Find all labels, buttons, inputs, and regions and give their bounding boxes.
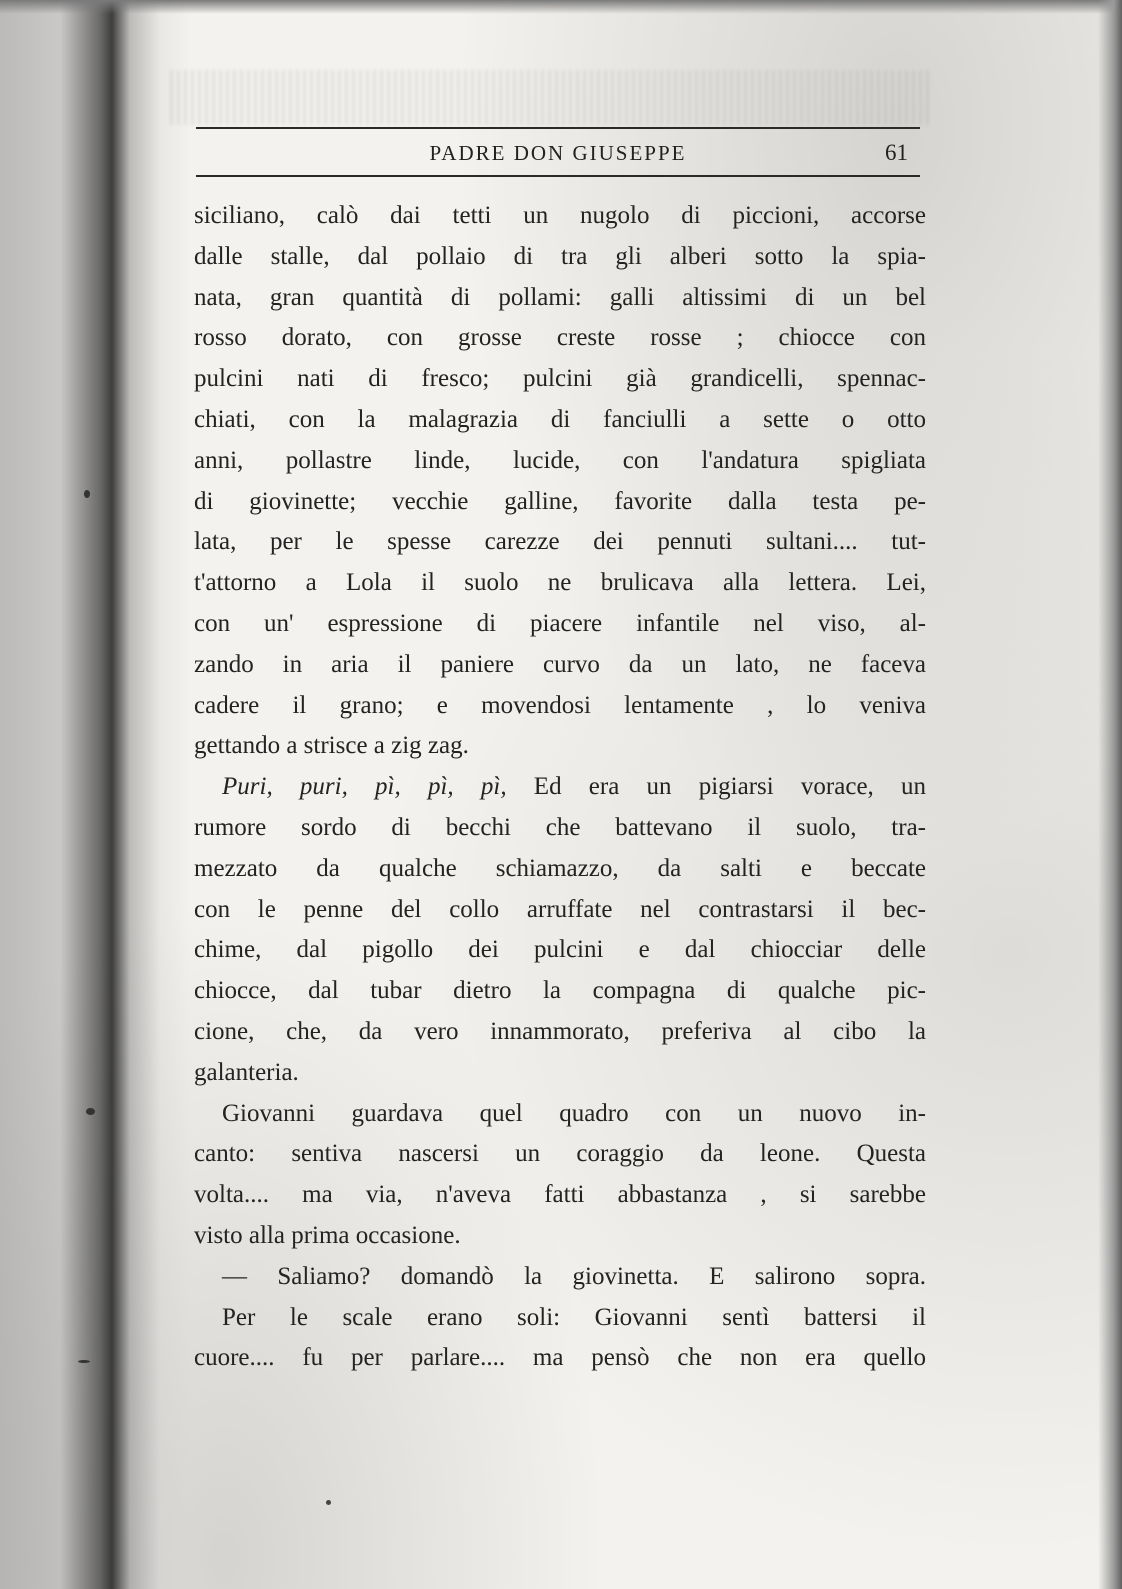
scan-speck: [84, 490, 90, 498]
body-text: [194, 196, 926, 1379]
text-line: canto: sentiva nascersi un coraggio da leone. Questa: [194, 1140, 926, 1168]
page-top-edge: [0, 0, 1122, 14]
page-right-edge: [1098, 0, 1122, 1589]
text-line: cadere il grano; e movendosi lentamente , lo veniva: [194, 691, 926, 719]
text-line: nata, gran quantità di pollami: galli altissimi di un bel: [194, 283, 926, 311]
text-line: — Saliamo? domandò la giovinetta. E salirono sopra.: [222, 1262, 926, 1290]
show-through-smudge: [170, 70, 930, 125]
text-line: t'attorno a Lola il suolo ne brulicava alla lettera. Lei,: [194, 569, 926, 597]
text-line: pulcini nati di fresco; pulcini già grandicelli, spennac-: [194, 365, 926, 393]
book-binding-shadow: [0, 0, 190, 1589]
scan-speck: [326, 1500, 331, 1505]
line-rest: Ed era un pigiarsi vorace, un: [506, 773, 927, 801]
text-line: siciliano, calò dai tetti un nugolo di piccioni, accorse: [194, 202, 926, 229]
text-line: volta.... ma via, n'aveva fatti abbastanza , si sarebbe: [194, 1181, 926, 1209]
running-title: PADRE DON GIUSEPPE: [429, 141, 687, 165]
text-line: galanteria.: [194, 1058, 299, 1086]
header-rule-top: [196, 127, 920, 129]
text-line: di giovinette; vecchie galline, favorite dalla testa pe-: [194, 487, 926, 515]
text-line: cione, che, da vero innammorato, preferiva al cibo la: [194, 1017, 926, 1045]
text-line: chiocce, dal tubar dietro la compagna di qualche pic-: [194, 977, 926, 1005]
scan-speck: [86, 1108, 95, 1115]
text-line: lata, per le spesse carezze dei pennuti sultani.... tut-: [194, 528, 926, 556]
text-line: anni, pollastre linde, lucide, con l'andatura spigliata: [194, 446, 926, 474]
text-line: Per le scale erano soli: Giovanni sentì battersi il: [222, 1303, 926, 1331]
running-head: [196, 138, 920, 170]
scan-speck: [78, 1360, 90, 1363]
text-line: con un' espressione di piacere infantile nel viso, al-: [194, 609, 926, 637]
text-line: visto alla prima occasione.: [194, 1221, 461, 1249]
header-rule-bottom: [196, 175, 920, 177]
text-line: con le penne del collo arruffate nel contrastarsi il bec-: [194, 895, 926, 923]
text-line: gettando a strisce a zig zag.: [194, 732, 469, 760]
text-line: [194, 767, 926, 808]
text-line: chime, dal pigollo dei pulcini e dal chiocciar delle: [194, 936, 926, 964]
text-line: mezzato da qualche schiamazzo, da salti e beccate: [194, 854, 926, 882]
text-line: Giovanni guardava quel quadro con un nuovo in-: [222, 1099, 926, 1127]
text-line: rosso dorato, con grosse creste rosse ; chiocce con: [194, 324, 926, 352]
text-line: rumore sordo di becchi che battevano il suolo, tra-: [194, 813, 926, 841]
italic-call: Puri, puri, pì, pì, pì,: [222, 773, 507, 801]
text-line: cuore.... fu per parlare.... ma pensò che non era quello: [194, 1344, 926, 1372]
text-line: zando in aria il paniere curvo da un lato, ne faceva: [194, 650, 926, 678]
page-number: 61: [885, 140, 908, 165]
text-line: chiati, con la malagrazia di fanciulli a sette o otto: [194, 405, 926, 433]
text-line: dalle stalle, dal pollaio di tra gli alberi sotto la spia-: [194, 242, 926, 270]
